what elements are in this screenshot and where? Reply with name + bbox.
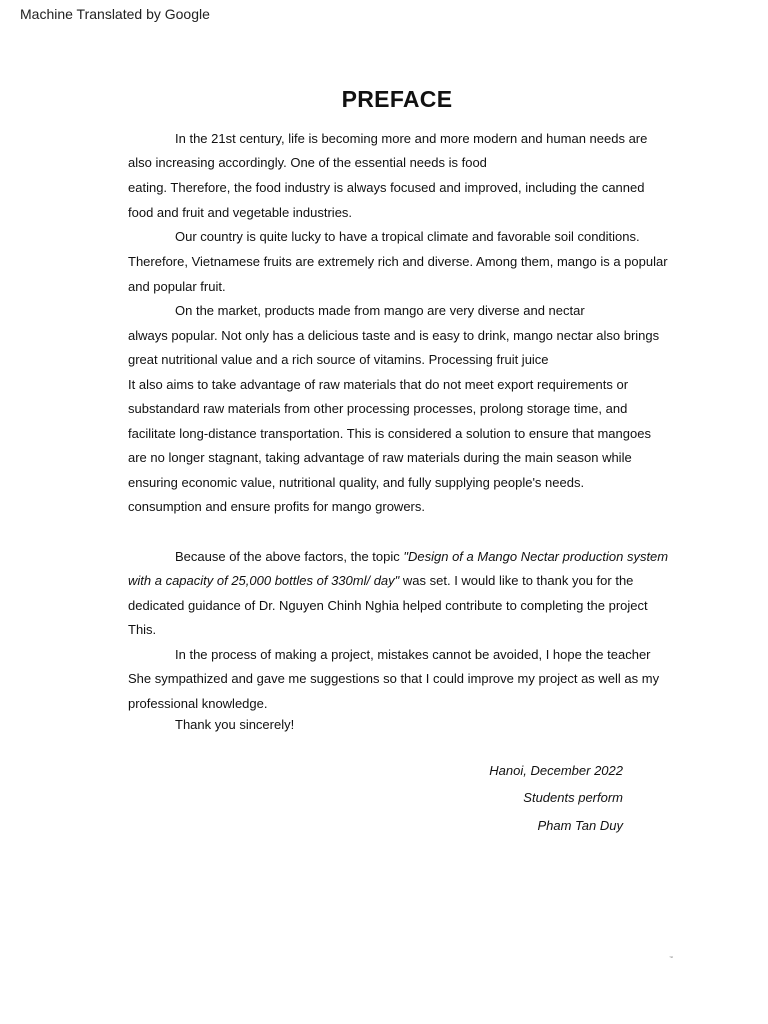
text-line: She sympathized and gave me suggestions so that I could improve my project as well as my: [128, 671, 660, 686]
text-line: It also aims to take advantage of raw materials that do not meet export requirements or: [128, 377, 629, 392]
signature-role: Students perform: [523, 790, 623, 805]
text-line: great nutritional value and a rich source of vitamins. Processing fruit juice: [128, 352, 549, 367]
text-line: food and fruit and vegetable industries.: [128, 205, 353, 220]
text-line: dedicated guidance of Dr. Nguyen Chinh Nghia helped contribute to completing the project: [128, 598, 648, 613]
text-line: professional knowledge.: [128, 696, 268, 711]
text-run: Because of the above factors, the topic: [175, 549, 404, 564]
text-line: Our country is quite lucky to have a tropical climate and favorable soil conditions.: [175, 229, 640, 244]
signature-place-date: Hanoi, December 2022: [489, 763, 623, 778]
text-line: In the 21st century, life is becoming more and more modern and human needs are: [175, 131, 648, 146]
text-run: was set. I would like to thank you for the: [399, 573, 634, 588]
text-line: and popular fruit.: [128, 279, 226, 294]
text-line: [175, 549, 668, 565]
footer-mark: ™: [669, 955, 673, 960]
project-topic: "Design of a Mango Nectar production system: [403, 549, 669, 564]
text-line: always popular. Not only has a delicious taste and is easy to drink, mango nectar also brings: [128, 328, 660, 343]
text-line: consumption and ensure profits for mango growers.: [128, 499, 425, 514]
text-line: In the process of making a project, mistakes cannot be avoided, I hope the teacher: [175, 647, 651, 662]
text-line: also increasing accordingly. One of the essential needs is food: [128, 155, 487, 170]
text-line: Therefore, Vietnamese fruits are extremely rich and diverse. Among them, mango is a popular: [128, 254, 668, 269]
text-line: This.: [128, 622, 157, 637]
text-line: substandard raw materials from other processing processes, prolong storage time, and: [128, 401, 628, 416]
text-line: On the market, products made from mango are very diverse and nectar: [175, 303, 585, 318]
text-line: ensuring economic value, nutritional quality, and fully supplying people's needs.: [128, 475, 585, 490]
text-line: eating. Therefore, the food industry is always focused and improved, including the canned: [128, 180, 645, 195]
text-line: [128, 573, 633, 589]
machine-translation-banner: Machine Translated by Google: [20, 6, 210, 22]
thanks-line: Thank you sincerely!: [175, 717, 295, 732]
project-topic: with a capacity of 25,000 bottles of 330ml/ day": [128, 573, 400, 588]
signature-name: Pham Tan Duy: [537, 818, 623, 833]
text-line: facilitate long-distance transportation. This is considered a solution to ensure that mangoes: [128, 426, 651, 441]
page-title: PREFACE: [341, 86, 453, 112]
text-line: are no longer stagnant, taking advantage of raw materials during the main season while: [128, 450, 632, 465]
